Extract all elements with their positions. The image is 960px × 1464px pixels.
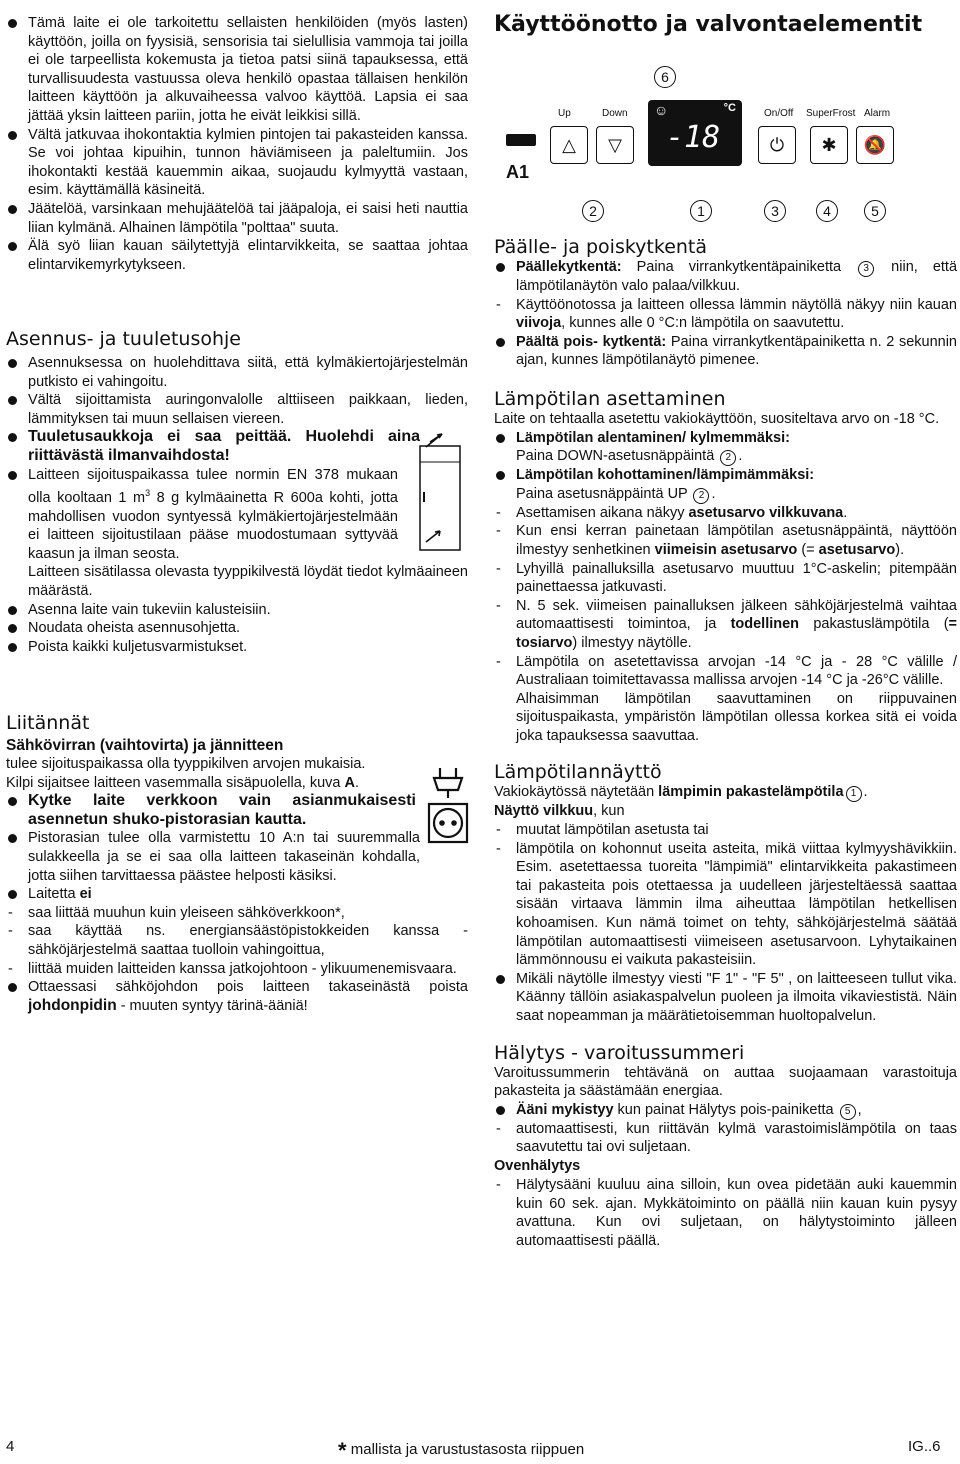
dash-item: - Hälytysääni kuuluu aina silloin, kun ovea pidetään auki kauemmin kuin 60 sek. ajan. Mykkätoiminto on päällä niin kauan kuin pysyy avattuna. Kun ovi suljetaan, on hälytystoiminto jälleen automaattisesti päällä. bbox=[496, 1176, 957, 1249]
dash-item: - saa käyttää ns. energiansäästöpistokkeiden kanssa - sähköjärjestelmä saattaa tuolloin vahingoittua, bbox=[8, 923, 468, 958]
paragraph: Kilpi sijaitsee laitteen vasemmalla sisäpuolella, kuva A. bbox=[6, 774, 360, 791]
power-icon: ⏻ bbox=[769, 134, 785, 155]
dash-item: - liittää muiden laitteiden kanssa jatkojohtoon - ylikuumenemisvaara. bbox=[8, 960, 457, 977]
callout-6: 6 bbox=[654, 66, 676, 88]
bullet-item: Asennuksessa on huolehdittava siitä, että kylmäkiertojärjestelmän putkisto ei vahingoitu. bbox=[6, 354, 468, 391]
paragraph: Paina asetusnäppäintä UP 2 . bbox=[516, 485, 716, 502]
dash-item: - automaattisesti, kun riittävän kylmä varastoimislämpötila on taas saavutettu tai ovi suljetaan. bbox=[496, 1120, 957, 1156]
footnote: * mallista ja varustustasosta riippuen bbox=[338, 1438, 585, 1463]
bullet-item: Jäätelöä, varsinkaan mehujäätelöä tai jääpaloja, ei saisi heti nauttia liian kylmänä. Alhainen lämpötila "polttaa" suuta. bbox=[6, 200, 468, 237]
snowflake-icon: ✱ bbox=[821, 134, 837, 155]
paragraph: Varoitussummerin tehtävänä on auttaa suojaamaan varastoituja pakasteita ja säästämään energiaa. bbox=[494, 1064, 957, 1100]
connections-section bbox=[6, 712, 468, 1015]
bullet-item: Kytke laite verkkoon vain asianmukaisesti asennetun shuko-pistorasian kautta. bbox=[6, 792, 416, 829]
bullet-item: Pistorasian tulee olla varmistettu 10 A:n tai suuremmalla sulakkeella ja se ei saa olla laitteen takaseinän kohdalla, jotta siihen tarvittaessa päästee helposti käsiksi. bbox=[6, 829, 420, 885]
display-value: -18 bbox=[666, 120, 721, 155]
paragraph: Alhaisimman lämpötilan saavuttaminen on riippuvainen sijoituspaikasta, ympäristön lämpötilan ollessa korkea sitä ei voida joka tapauksessa saavuttaa. bbox=[516, 690, 957, 744]
celsius-label: °C bbox=[723, 102, 736, 114]
up-button[interactable] bbox=[550, 126, 588, 164]
subsection-title: Ovenhälytys bbox=[494, 1157, 581, 1174]
section-title: Päälle- ja poiskytkentä bbox=[494, 236, 708, 258]
bullet-item: Ottaessasi sähköjohdon pois laitteen takaseinästä poista johdonpidin - muuten syntyy tärinä-ääniä! bbox=[6, 978, 468, 1015]
control-panel-illustration bbox=[494, 58, 958, 234]
bullet-item: Lämpötilan kohottaminen/lämpimämmäksi: bbox=[494, 466, 957, 485]
superfrost-button[interactable] bbox=[810, 126, 848, 164]
paragraph: Laite on tehtaalla asetettu vakiokäyttöön, suositeltava arvo on -18 °C. bbox=[494, 410, 940, 427]
ventilation-illustration bbox=[412, 432, 474, 552]
bullet-item: Laitteen sijoituspaikassa tulee normin EN 378 mukaan olla kooltaan 1 $m^3$ 8 g kylmäainetta R 600a kohti, jotta mahdollisen vuodon syntyessä kylmäkiertojärjestelmään ei laitteen sijoitustilaan pääse muodostumaan syttyvää kaasun ja ilman seosta. bbox=[6, 466, 398, 564]
triangle-up-icon: △ bbox=[562, 134, 576, 155]
callout-2: 2 bbox=[582, 200, 604, 222]
bullet-item: Ääni mykistyy kun painat Hälytys pois-painiketta 5 , bbox=[494, 1101, 957, 1120]
install-section bbox=[6, 328, 468, 656]
callout-5: 5 bbox=[864, 200, 886, 222]
alarm-off-icon: 🔕 bbox=[863, 134, 887, 155]
right-column bbox=[494, 236, 957, 1250]
bullet-item: Mikäli näytölle ilmestyy viesti "F 1" - "F 5" , on laitteeseen tullut vika. Käänny tällöin asiakaspalvelun puoleen ja ilmoita vikaviestistä. Näin saat nopeamman ja määrätietoisemman huoltopalvelun. bbox=[494, 970, 957, 1026]
section-title: Liitännät bbox=[6, 712, 90, 734]
onoff-button[interactable] bbox=[758, 126, 796, 164]
bullet-item: Päältä pois- kytkentä: Paina virrankytkentäpainiketta n. 2 sekunnin ajan, kunnes lämpötilanäytö pimenee. bbox=[494, 333, 957, 370]
plug-socket-icons bbox=[426, 766, 472, 846]
label-onoff: On/Off bbox=[764, 108, 794, 119]
section-title: Hälytys - varoitussummeri bbox=[494, 1041, 745, 1064]
page-title: Käyttöönotto ja valvontaelementit bbox=[494, 12, 923, 37]
dash-item: - Käyttöönotossa ja laitteen ollessa lämmin näytöllä näkyy niin kauan viivoja, kunnes alle 0 °C:n lämpötila on saavutettu. bbox=[496, 296, 957, 332]
bullet-item: Tämä laite ei ole tarkoitettu sellaisten henkilöiden (myös lasten) käyttöön, joilla on fyysisiä, sensorisia tai sielullisia vammoja tai joilla ei ole tarpeellista kokemusta ja tietoa patsi siinä tapauksessa, että turvallisuudesta vastuussa oleva henkilö opastaa tällaisen henkilön laitteen käyttöön ja alkuvaiheessa valvoo käyttöä. Lapsia ei saa jättää yksin laitteen pariin, jotta he eivät leikkisi sillä. bbox=[6, 14, 468, 126]
document-code: IG..6 bbox=[908, 1438, 941, 1455]
dash-item: - Lämpötila on asetettavissa arvojan -14 °C ja - 28 °C välille / Australiaan toimitettavassa mallissa arvojen -14 °C ja -26°C välille. bbox=[496, 653, 957, 689]
bullet-item: Poista kaikki kuljetusvarmistukset. bbox=[6, 638, 468, 657]
dash-item: - saa liittää muuhun kuin yleiseen sähköverkkoon*, bbox=[8, 904, 345, 921]
bullet-item: Päällekytkentä: Paina virrankytkentäpainiketta 3 niin, että lämpötilanäytön valo palaa/vilkkuu. bbox=[494, 258, 957, 296]
section-title: Lämpötilan asettaminen bbox=[494, 387, 726, 410]
section-title: Asennus- ja tuuletusohje bbox=[6, 328, 241, 350]
socket-icon bbox=[429, 804, 467, 842]
figure-label: A1 bbox=[506, 162, 530, 182]
label-down: Down bbox=[602, 108, 628, 119]
triangle-down-icon: ▽ bbox=[608, 134, 622, 155]
bullet-item: Noudata oheista asennusohjetta. bbox=[6, 619, 468, 638]
page-number: 4 bbox=[6, 1438, 15, 1455]
label-up: Up bbox=[558, 108, 571, 119]
status-strip-icon bbox=[506, 134, 536, 146]
dash-item: - Kun ensi kerran painetaan lämpötilan asetusnäppäintä, näyttöön ilmestyy senhetkinen viimeisin asetusarvo (= asetusarvo). bbox=[496, 523, 957, 558]
bullet-item: Laitetta ei bbox=[6, 885, 468, 904]
dash-item: - N. 5 sek. viimeisen painalluksen jälkeen sähköjärjestelmä vaihtaa automaattisesti toimintoa, ja todellinen pakastuslämpötila (= tosiarvo) ilmestyy näytölle. bbox=[496, 597, 957, 651]
section-title: Lämpötilannäyttö bbox=[494, 761, 662, 784]
callout-4: 4 bbox=[816, 200, 838, 222]
alarm-button[interactable] bbox=[856, 126, 894, 164]
paragraph: tulee sijoituspaikassa olla tyyppikilven arvojen mukaisia. bbox=[6, 756, 366, 772]
bullet-item: Tuuletusaukkoja ei saa peittää. Huolehdi aina riittävästä ilmanvaihdosta! bbox=[6, 428, 420, 465]
label-alarm: Alarm bbox=[864, 108, 891, 119]
safety-bullets bbox=[6, 14, 468, 274]
bullet-item: Älä syö liian kauan säilytettyjä elintarvikkeita, se saattaa johtaa elintarvikemyrkytykseen. bbox=[6, 237, 468, 274]
dash-item: - Asettamisen aikana näkyy asetusarvo vilkkuvana. bbox=[496, 504, 848, 521]
paragraph: Paina DOWN-asetusnäppäintä 2 . bbox=[516, 448, 743, 465]
bullet-item: Asenna laite vain tukeviin kalusteisiin. bbox=[6, 601, 468, 620]
label-superfrost: SuperFrost bbox=[806, 108, 856, 119]
dash-item: - Lyhyillä painalluksilla asetusarvo muuttuu 1°C-askelin; pitempään painettaessa jatkuvasti. bbox=[496, 560, 957, 596]
paragraph: Näyttö vilkkuu, kun bbox=[494, 803, 625, 820]
down-button[interactable] bbox=[596, 126, 634, 164]
plug-icon bbox=[434, 768, 462, 798]
callout-1: 1 bbox=[690, 200, 712, 222]
bullet-item: Vältä jatkuvaa ihokontaktia kylmien pintojen tai pakasteiden kanssa. Se voi johtaa kipuihin, tunnon häviämiseen ja paleltumiin. Jos ihokontakti kestää kauemmin aikaa, suojaudu kylmyyttä vastaan, esim. käyttämällä käsineitä. bbox=[6, 126, 468, 200]
paragraph: Vakiokäytössä näytetään lämpimin pakastelämpötila 1 . bbox=[494, 784, 868, 801]
dash-item: - muutat lämpötilan asetusta tai bbox=[496, 822, 709, 839]
bullet-item: Vältä sijoittamista auringonvalolle alttiiseen paikkaan, lieden, lämmityksen tai muun sellaisen viereen. bbox=[6, 391, 468, 428]
smiley-icon: ☺ bbox=[654, 102, 669, 118]
paragraph: Laitteen sisätilassa olevasta tyyppikilvestä löydät tiedot kylmäaineen määrästä. bbox=[28, 564, 468, 599]
callout-3: 3 bbox=[764, 200, 786, 222]
subsection-title: Sähkövirran (vaihtovirta) ja jännitteen bbox=[6, 737, 284, 754]
temperature-display bbox=[648, 100, 742, 166]
dash-item: - lämpötila on kohonnut useita asteita, mikä viittaa kylmyyshävikkiin. Esim. asetettaessa tuoreita "lämpimiä" elintarvikkeita pakastimeen tai pakasteita pois otettaessa ja uudelleen järjesteltäessä saattaa sisään virtaava lämmin ilma aiheuttaa lämpötilan hetkellisen kohoamisen. Kun nämä toimet on tehty, sähköjärjestelmä säätää lämpötilan automaattisesti viimeiseen asetusarvoon. Lyhytaikainen lämmönnousu ei vaikuta pakasteisiin. bbox=[496, 840, 957, 969]
bullet-item: Lämpötilan alentaminen/ kylmemmäksi: bbox=[494, 429, 957, 448]
